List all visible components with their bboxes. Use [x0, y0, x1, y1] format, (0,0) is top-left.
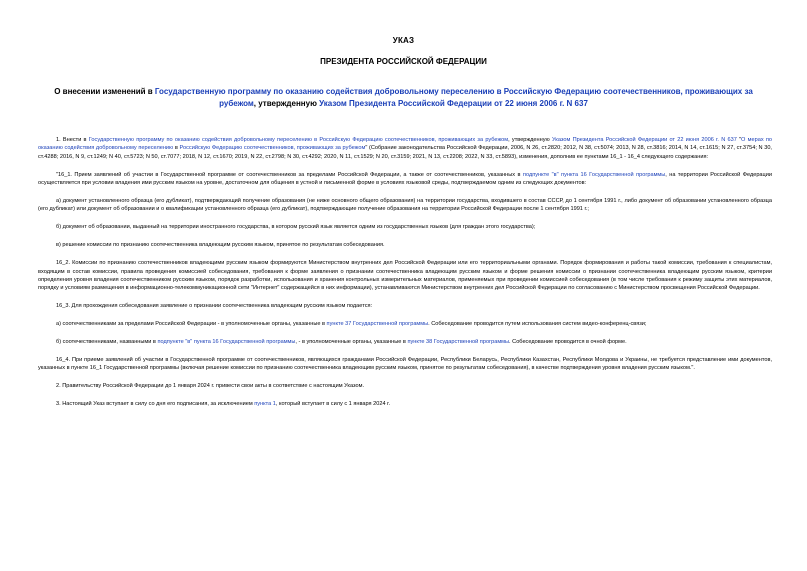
- point-38-link[interactable]: пункте 38 Государственной программы: [407, 339, 510, 346]
- title-decree-link[interactable]: Указом Президента Российской Федерации от 22 июня 2006 г. N 637: [319, 99, 588, 108]
- program-link[interactable]: Государственную программу по оказанию содействия добровольному переселению в Российскую Федерацию соотечественников, проживающих за рубежом: [88, 137, 509, 143]
- paragraph-16-2: 16_2. Комиссии по признанию соотечественников владеющими русским языком формируются Министерством внутренних дел Российской Федерации или его территориальными органами. Порядок формирования и работы такой комиссии, требования к специалистам, входящим в состав комиссии, правила проведения комиссией собеседования, требования к форме заявления о признании соотечественника владеющим русским языком и форме решения комиссии о признании соотечественника владеющим русским языком, критерии определения уровня владения соотечественником русским языком, порядок разработки, использования и хранения контрольных измерительных материалов, применяемых при проведении комиссией собеседования (в том числе требования к режиму защиты этих материалов, порядку и условиям размещения в информационно-телекоммуникационной сети "Интернет" содержащейся в них информации), устанавливаются Министерством внутренних дел Российской Федерации по согласованию с Министерством просвещения Российской Федерации.: [38, 260, 772, 292]
- text: в: [173, 145, 180, 152]
- paragraph-2: 2. Правительству Российской Федерации до 1 января 2024 г. привести свои акты в соответствие с настоящим Указом.: [56, 383, 365, 390]
- paragraph-3: [38, 400, 772, 408]
- text: 3. Настоящий Указ вступает в силу со дня его подписания, за исключением: [56, 401, 255, 408]
- text: б) соотечественниками, названными в: [56, 339, 158, 346]
- paragraph-16-4: 16_4. При приеме заявлений об участии в Государственной программе от соотечественников, являющихся гражданами Российской Федерации, Республики Беларусь, Республики Казахстан, Республики Молдова и Украины, не требуется представление ими документов, указанных в пункте 16_1 Государственной программы (включая решение комиссии по признанию соотечественника владеющим русским языком, принятое по результатам собеседования), в качестве подтверждения уровня владения русским языком.".: [38, 357, 772, 372]
- text: а) соотечественниками за пределами Российской Федерации - в уполномоченные органы, указанные в: [56, 321, 327, 328]
- paragraph-16-1: [38, 171, 772, 188]
- text: . Собеседование проводится путем использования систем видео-конференц-связи;: [428, 321, 647, 328]
- text: , утвержденную: [508, 137, 552, 143]
- paragraph-16-3: 16_3. Для прохождения собеседования заявление о признании соотечественника владеющим русским языком подается:: [56, 303, 373, 310]
- paragraph-v: в) решение комиссии по признанию соотечественника владеющим русским языком, принятое по результатам собеседования.: [56, 242, 385, 249]
- measures-link[interactable]: О мерах по оказанию содействия добровольному переселению: [38, 137, 772, 152]
- text: ": [736, 137, 742, 143]
- text: " (Собрание законодательства Российской Федерации, 2006, N 26, ст.2820; 2012, N 38, ст.5074; 2013, N 28, ст.3816; 2014, N 14, ст.1615; N 27, ст.3754; N 30, ст.4288; 2016, N 9, ст.1249; N 40, ст.5723; N 50, ст.7077; 2018, N 12, ст.1670; 2019, N 22, ст.2798; N 30, ст.4292; 2020, N 11, ст.1529; N 20, ст.3159; 2021, N 13, ст.2208; 2022, N 33, ст.5893), изменения, дополнив ее пунктами 16_1 - 16_4 следующего содержания:: [38, 145, 772, 160]
- paragraph-16-3-b: [38, 338, 772, 346]
- document-body: [38, 136, 772, 418]
- text: . Собеседование проводится в очной форме.: [509, 339, 627, 346]
- text: 1. Внести в: [56, 137, 89, 143]
- title-program-link[interactable]: Государственную программу по оказанию содействия добровольному переселению в Российскую Федерацию соотечественников, проживающих за рубежом: [154, 87, 753, 108]
- point-37-link[interactable]: пункте 37 Государственной программы: [326, 321, 429, 328]
- paragraph-1: [38, 136, 772, 161]
- compatriots-link[interactable]: Российскую Федерацию соотечественников, проживающих за рубежом: [179, 145, 366, 152]
- subpoint-link[interactable]: подпункте "в" пункта 16 Государственной программы: [157, 339, 296, 346]
- decree-title: [40, 86, 767, 110]
- paragraph-b: б) документ об образовании, выданный на территории иностранного государства, в котором русский язык является одним из государственных языков (для граждан этого государства);: [56, 224, 536, 231]
- decree-heading: УКАЗ: [392, 36, 415, 45]
- point-1-link[interactable]: пункта 1: [254, 401, 276, 408]
- title-text: , утвержденную: [253, 99, 320, 108]
- paragraph-16-3-a: [38, 320, 772, 328]
- paragraph-a: а) документ установленного образца (его дубликат), подтверждающий получение образования (не ниже основного общего образования) на территории государства, входившего в состав СССР, до 1 сентября 1991 г., либо документ об образовании установленного образца (его дубликат) или документ об образовании и о квалификации установленного образца (его дубликат), подтверждающие получение образования на территории Российской Федерации после 1 сентября 1991 г.;: [38, 198, 772, 213]
- text: , на территории Российской Федерации осуществляется при условии владения ими русским языком на уровне, достаточном для общения в устной и письменной форме в условиях языковой среды, подтверждаемом одним из следующих документов:: [38, 171, 772, 187]
- text: , - в уполномоченные органы, указанные в: [295, 339, 408, 346]
- decree-link[interactable]: Указом Президента Российской Федерации от 22 июня 2006 г. N 637: [551, 137, 737, 143]
- title-text: О внесении изменений в: [54, 87, 155, 96]
- text: "16_1. Прием заявлений об участии в Государственной программе от соотечественников за пределами Российской Федерации, а также от соотечественников, указанных в: [56, 171, 523, 178]
- text: , который вступает в силу с 1 января 2024 г.: [275, 401, 391, 408]
- issuer-heading: ПРЕЗИДЕНТА РОССИЙСКОЙ ФЕДЕРАЦИИ: [320, 57, 487, 66]
- subpoint-link[interactable]: подпункте "в" пункта 16 Государственной программы: [522, 171, 666, 178]
